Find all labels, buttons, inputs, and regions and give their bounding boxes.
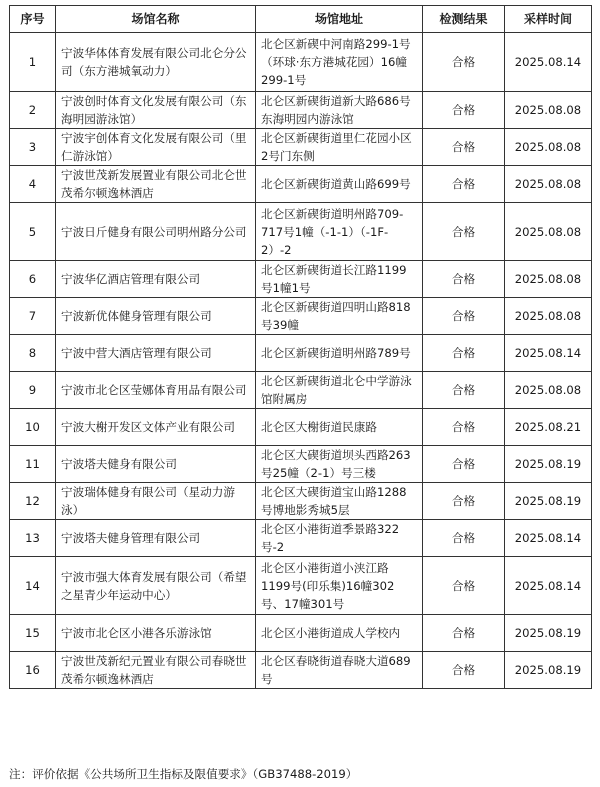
test-result: 合格 <box>423 446 505 483</box>
venue-address: 北仑区新碶街道长江路1199号1幢1号 <box>256 261 423 298</box>
venue-address: 北仑区小港街道季景路322号-2 <box>256 520 423 557</box>
sampling-date: 2025.08.14 <box>505 33 592 92</box>
row-number: 13 <box>10 520 56 557</box>
row-number: 16 <box>10 652 56 689</box>
venue-address: 北仑区新碶街道里仁花园小区2号门东侧 <box>256 129 423 166</box>
venue-address: 北仑区新碶中河南路299-1号（环球·东方港城花园）16幢299-1号 <box>256 33 423 92</box>
venue-address: 北仑区春晓街道春晓大道689号 <box>256 652 423 689</box>
sampling-date: 2025.08.14 <box>505 520 592 557</box>
test-result: 合格 <box>423 203 505 261</box>
row-number: 10 <box>10 409 56 446</box>
row-number: 14 <box>10 557 56 615</box>
test-result: 合格 <box>423 615 505 652</box>
results-table <box>9 5 592 689</box>
venue-address: 北仑区小港街道小浃江路1199号(印乐集)16幢302号、17幢301号 <box>256 557 423 615</box>
table-row <box>10 483 592 520</box>
venue-address: 北仑区新碶街道新大路686号东海明园内游泳馆 <box>256 92 423 129</box>
sampling-date: 2025.08.08 <box>505 298 592 335</box>
table-row <box>10 261 592 298</box>
table-row <box>10 446 592 483</box>
test-result: 合格 <box>423 557 505 615</box>
test-result: 合格 <box>423 166 505 203</box>
venue-address: 北仑区新碶街道黄山路699号 <box>256 166 423 203</box>
venue-name: 宁波新优体健身管理有限公司 <box>56 298 256 335</box>
venue-address: 北仑区大榭街道民康路 <box>256 409 423 446</box>
row-number: 7 <box>10 298 56 335</box>
row-number: 15 <box>10 615 56 652</box>
sampling-date: 2025.08.08 <box>505 166 592 203</box>
row-number: 1 <box>10 33 56 92</box>
table-header-row <box>10 6 592 33</box>
venue-address: 北仑区大碶街道宝山路1288号博地影秀城5层 <box>256 483 423 520</box>
table-row <box>10 372 592 409</box>
venue-name: 宁波塔夫健身管理有限公司 <box>56 520 256 557</box>
row-number: 11 <box>10 446 56 483</box>
table-row <box>10 615 592 652</box>
venue-name: 宁波世茂新纪元置业有限公司春晓世茂希尔顿逸林酒店 <box>56 652 256 689</box>
row-number: 12 <box>10 483 56 520</box>
test-result: 合格 <box>423 129 505 166</box>
sampling-date: 2025.08.19 <box>505 483 592 520</box>
sampling-date: 2025.08.14 <box>505 335 592 372</box>
row-number: 9 <box>10 372 56 409</box>
sampling-date: 2025.08.08 <box>505 261 592 298</box>
venue-address: 北仑区新碶街道四明山路818号39幢 <box>256 298 423 335</box>
venue-name: 宁波世茂新发展置业有限公司北仑世茂希尔顿逸林酒店 <box>56 166 256 203</box>
sampling-date: 2025.08.08 <box>505 372 592 409</box>
test-result: 合格 <box>423 520 505 557</box>
test-result: 合格 <box>423 652 505 689</box>
table-row <box>10 409 592 446</box>
test-result: 合格 <box>423 261 505 298</box>
test-result: 合格 <box>423 92 505 129</box>
header-test-result: 检测结果 <box>423 6 505 33</box>
table-row <box>10 335 592 372</box>
row-number: 4 <box>10 166 56 203</box>
row-number: 3 <box>10 129 56 166</box>
sampling-date: 2025.08.19 <box>505 615 592 652</box>
header-venue-address: 场馆地址 <box>256 6 423 33</box>
sampling-date: 2025.08.19 <box>505 446 592 483</box>
test-result: 合格 <box>423 483 505 520</box>
header-venue-name: 场馆名称 <box>56 6 256 33</box>
venue-name: 宁波华亿酒店管理有限公司 <box>56 261 256 298</box>
header-sampling-date: 采样时间 <box>505 6 592 33</box>
venue-name: 宁波塔夫健身有限公司 <box>56 446 256 483</box>
test-result: 合格 <box>423 335 505 372</box>
sampling-date: 2025.08.08 <box>505 203 592 261</box>
table-row <box>10 129 592 166</box>
test-result: 合格 <box>423 372 505 409</box>
header-no: 序号 <box>10 6 56 33</box>
sampling-date: 2025.08.08 <box>505 129 592 166</box>
venue-name: 宁波市北仑区小港各乐游泳馆 <box>56 615 256 652</box>
venue-name: 宁波中营大酒店管理有限公司 <box>56 335 256 372</box>
venue-address: 北仑区小港街道成人学校内 <box>256 615 423 652</box>
venue-name: 宁波市北仑区莹娜体育用品有限公司 <box>56 372 256 409</box>
venue-name: 宁波市强大体育发展有限公司（希望之星青少年运动中心） <box>56 557 256 615</box>
table-row <box>10 298 592 335</box>
venue-address: 北仑区新碶街道明州路709-717号1幢（-1-1）（-1F-2）-2 <box>256 203 423 261</box>
row-number: 6 <box>10 261 56 298</box>
sampling-date: 2025.08.21 <box>505 409 592 446</box>
venue-name: 宁波华体体育发展有限公司北仑分公司（东方港城氧动力） <box>56 33 256 92</box>
row-number: 8 <box>10 335 56 372</box>
results-table-container <box>9 5 591 689</box>
table-row <box>10 92 592 129</box>
table-row <box>10 166 592 203</box>
row-number: 5 <box>10 203 56 261</box>
footnote: 注：评价依据《公共场所卫生指标及限值要求》（GB37488-2019） <box>9 767 358 781</box>
test-result: 合格 <box>423 33 505 92</box>
table-row <box>10 33 592 92</box>
venue-name: 宁波宇创体育文化发展有限公司（里仁游泳馆） <box>56 129 256 166</box>
sampling-date: 2025.08.14 <box>505 557 592 615</box>
venue-name: 宁波大榭开发区文体产业有限公司 <box>56 409 256 446</box>
venue-address: 北仑区新碶街道明州路789号 <box>256 335 423 372</box>
table-row <box>10 557 592 615</box>
venue-name: 宁波日斤健身有限公司明州路分公司 <box>56 203 256 261</box>
venue-name: 宁波创时体育文化发展有限公司（东海明园游泳馆） <box>56 92 256 129</box>
table-row <box>10 203 592 261</box>
venue-name: 宁波瑞体健身有限公司（星动力游泳） <box>56 483 256 520</box>
table-row <box>10 652 592 689</box>
venue-address: 北仑区大碶街道坝头西路263号25幢（2-1）号三楼 <box>256 446 423 483</box>
sampling-date: 2025.08.19 <box>505 652 592 689</box>
sampling-date: 2025.08.08 <box>505 92 592 129</box>
row-number: 2 <box>10 92 56 129</box>
venue-address: 北仑区新碶街道北仑中学游泳馆附属房 <box>256 372 423 409</box>
test-result: 合格 <box>423 409 505 446</box>
table-row <box>10 520 592 557</box>
test-result: 合格 <box>423 298 505 335</box>
